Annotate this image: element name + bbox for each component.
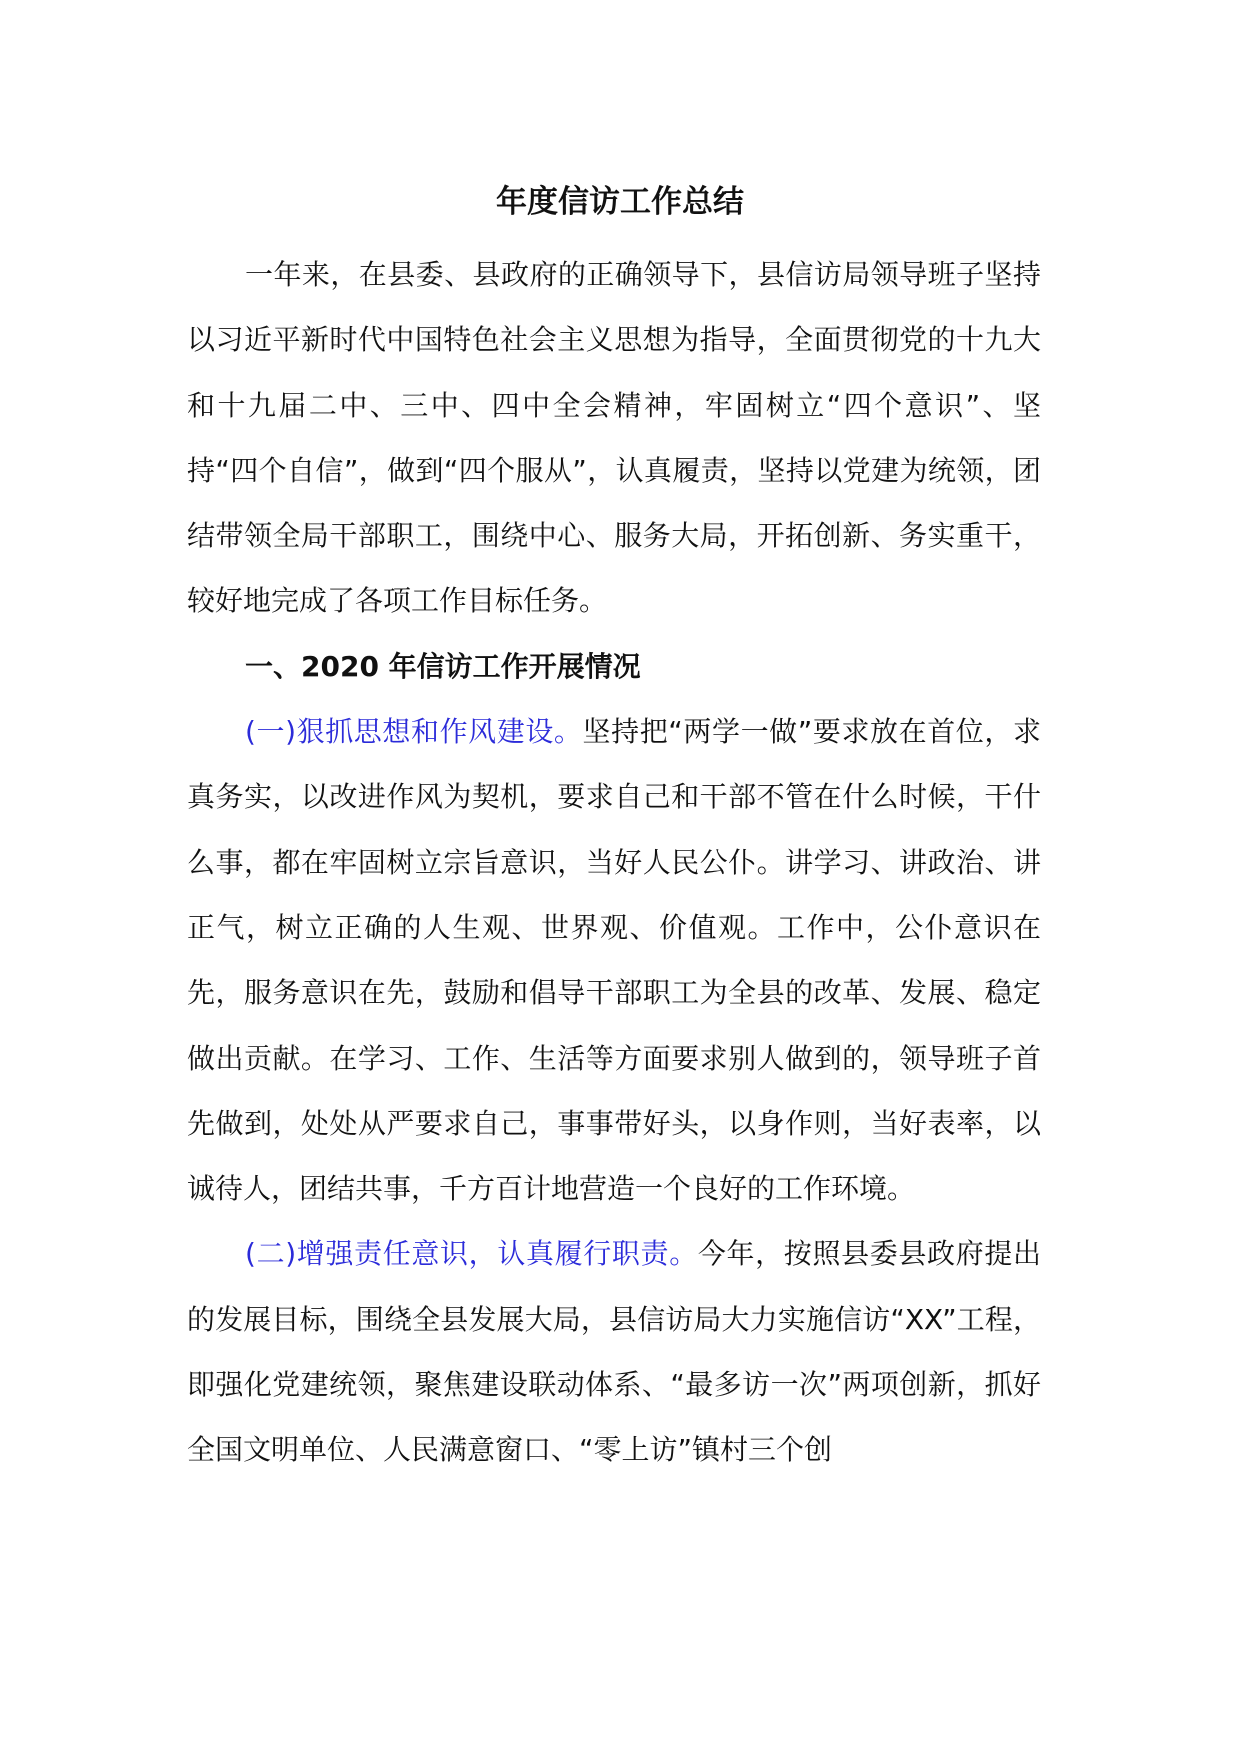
item-1-text: 坚持把“两学一做”要求放在首位，求真务实，以改进作风为契机，要求自己和干部不管在什么时候，干什么事，都在牢固树立宗旨意识，当好人民公仆。讲学习、讲政治、讲正气，树立正确的人生观、世界观、价值观。工作中，公仆意识在先，服务意识在先，鼓励和倡导干部职工为全县的改革、发展、稳定做出贡献。在学习、工作、生活等方面要求别人做到的，领导班子首先做到，处处从严要求自己，事事带好头，以身作则，当好表率，以诚待人，团结共事，千方百计地营造一个良好的工作环境。 bbox=[187, 715, 1041, 1206]
item-1-paragraph bbox=[187, 699, 1041, 1221]
section-heading: 一、2020 年信访工作开展情况 bbox=[245, 649, 641, 683]
item-1-lead: (一)狠抓思想和作风建设。 bbox=[245, 715, 583, 749]
document-title: 年度信访工作总结 bbox=[496, 184, 744, 220]
item-2-lead: (二)增强责任意识，认真履行职责。 bbox=[245, 1237, 698, 1271]
document-body bbox=[187, 242, 1041, 1483]
intro-paragraph: 一年来，在县委、县政府的正确领导下，县信访局领导班子坚持以习近平新时代中国特色社会主义思想为指导，全面贯彻党的十九大和十九届二中、三中、四中全会精神，牢固树立“四个意识”、坚持“四个自信”，做到“四个服从”，认真履责，坚持以党建为统领，团结带领全局干部职工，围绕中心、服务大局，开拓创新、务实重干，较好地完成了各项工作目标任务。 bbox=[187, 258, 1041, 618]
item-2-text: 今年，按照县委县政府提出的发展目标，围绕全县发展大局，县信访局大力实施信访“XX”工程，即强化党建统领，聚焦建设联动体系、“最多访一次”两项创新，抓好全国文明单位、人民满意窗口、“零上访”镇村三个创 bbox=[187, 1237, 1041, 1467]
item-2-paragraph bbox=[187, 1221, 1041, 1482]
